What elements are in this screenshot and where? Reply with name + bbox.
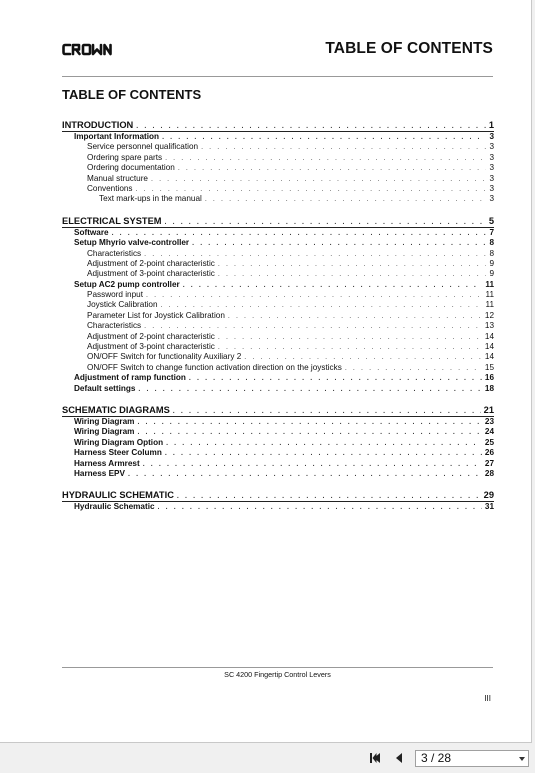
toc-entry-title: Software — [74, 227, 109, 237]
toc-entry-page: 31 — [484, 502, 494, 512]
toc-entry[interactable] — [62, 153, 494, 163]
toc-section-heading[interactable] — [62, 489, 494, 501]
toc-entry-page: 24 — [484, 427, 494, 437]
toc-entry-page: 9 — [489, 269, 494, 279]
toc-entry-page: 3 — [489, 194, 494, 204]
crown-logo — [62, 40, 118, 58]
toc-section-heading[interactable] — [62, 215, 494, 227]
dot-leader — [128, 470, 482, 480]
toc-entry-title: Conventions — [87, 183, 133, 193]
toc-entry-title: Wiring Diagram — [74, 416, 135, 426]
toc-entry-page: 14 — [484, 342, 494, 352]
toc-entry-title: Harness EPV — [74, 468, 125, 478]
toc-entry[interactable] — [62, 342, 494, 352]
dot-leader — [189, 374, 482, 384]
toc-entry-page: 21 — [483, 404, 494, 415]
dot-leader — [143, 460, 482, 470]
toc-entry[interactable] — [62, 249, 494, 259]
dot-leader — [192, 239, 486, 249]
toc-entry-title: Adjustment of 2-point characteristic — [87, 331, 215, 341]
header-divider — [62, 76, 493, 77]
toc-entry-title: Harness Steer Column — [74, 448, 162, 458]
toc-entry-title: Text mark-ups in the manual — [99, 194, 202, 204]
toc-entry-page: 11 — [485, 279, 494, 289]
toc-entry-title: Service personnel qualification — [87, 142, 199, 152]
toc-entry[interactable] — [62, 363, 494, 373]
toc-entry-page: 3 — [489, 142, 494, 152]
dot-leader — [151, 175, 486, 185]
toc-entry[interactable] — [62, 321, 494, 331]
dot-leader — [178, 164, 487, 174]
dot-leader — [218, 270, 487, 280]
toc-entry[interactable] — [62, 228, 494, 238]
toc-entry-page: 18 — [484, 383, 494, 393]
dot-leader — [138, 385, 481, 395]
toc-entry-page: 25 — [484, 437, 494, 447]
first-page-icon[interactable] — [368, 751, 382, 765]
toc-entry-page: 8 — [489, 248, 494, 258]
dot-leader — [173, 406, 481, 418]
toc-entry[interactable] — [62, 352, 494, 362]
toc-entry-title: Important Information — [74, 132, 160, 141]
dot-leader — [218, 260, 487, 270]
toc-entry[interactable] — [62, 332, 494, 342]
toc-heading: TABLE OF CONTENTS — [62, 87, 202, 102]
page-indicator: 3 / 28 — [421, 751, 452, 765]
dot-leader — [137, 418, 481, 428]
toc-entry[interactable] — [62, 280, 494, 290]
toc-entry-page: 11 — [485, 300, 494, 310]
toc-entry-title: ON/OFF Switch for functionality Auxiliary 2 — [87, 352, 242, 362]
toc-entry[interactable] — [62, 259, 494, 269]
toc-entry[interactable] — [62, 469, 494, 479]
table-of-contents — [62, 119, 494, 513]
toc-entry[interactable] — [62, 238, 494, 248]
dot-leader — [228, 312, 482, 322]
toc-entry[interactable] — [62, 132, 494, 142]
dot-leader — [158, 503, 482, 513]
dot-leader — [166, 439, 482, 449]
toc-entry[interactable] — [62, 417, 494, 427]
toc-entry-title: Characteristics — [87, 321, 142, 331]
dot-leader — [177, 491, 481, 503]
toc-entry-title: Wiring Diagram Option — [74, 437, 164, 447]
dot-leader — [165, 154, 486, 164]
toc-entry-title: Wiring Diagram — [74, 427, 135, 437]
toc-entry[interactable] — [62, 163, 494, 173]
dot-leader — [136, 121, 486, 133]
dot-leader — [205, 195, 487, 205]
toc-entry[interactable] — [62, 438, 494, 448]
toc-entry-page: 26 — [484, 448, 494, 458]
toc-entry-title: Ordering spare parts — [87, 152, 163, 162]
dot-leader — [146, 291, 483, 301]
toc-entry-title: Joystick Calibration — [87, 300, 158, 310]
toc-entry-title: HYDRAULIC SCHEMATIC — [62, 490, 174, 501]
toc-entry-title: Hydraulic Schematic — [74, 502, 155, 512]
toc-entry-page: 1 — [488, 120, 494, 130]
toc-section-heading[interactable] — [62, 119, 494, 131]
toc-entry-title: Parameter List for Joystick Calibration — [87, 310, 225, 320]
toc-entry-title: Characteristics — [87, 248, 142, 258]
toc-entry-page: 13 — [484, 321, 494, 331]
toc-entry-title: SCHEMATIC DIAGRAMS — [62, 404, 170, 415]
toc-entry-title: Default settings — [74, 383, 136, 393]
toc-entry-page: 3 — [489, 132, 494, 141]
dot-leader — [345, 364, 482, 374]
toc-section-heading[interactable] — [62, 404, 494, 416]
chevron-down-icon — [519, 757, 525, 761]
toc-entry-page: 14 — [484, 331, 494, 341]
toc-entry[interactable] — [62, 311, 494, 321]
toc-entry-page: 11 — [485, 290, 494, 300]
toc-entry[interactable] — [62, 384, 494, 394]
toc-entry-title: Adjustment of 2-point characteristic — [87, 258, 215, 268]
viewer-toolbar — [0, 744, 535, 773]
toc-entry[interactable] — [62, 502, 494, 512]
toc-entry-page: 9 — [489, 258, 494, 268]
toc-entry[interactable] — [62, 194, 494, 204]
toc-entry-title: Setup Mhyrio valve-controller — [74, 238, 190, 248]
toc-entry-page: 3 — [489, 152, 494, 162]
footer-divider — [62, 667, 493, 668]
dot-leader — [162, 133, 486, 143]
toc-entry-page: 8 — [489, 238, 494, 248]
previous-page-icon[interactable] — [392, 751, 406, 765]
toc-entry-page: 3 — [489, 163, 494, 173]
toc-entry[interactable] — [62, 427, 494, 437]
toc-entry-title: Harness Armrest — [74, 458, 140, 468]
toc-entry-page: 23 — [484, 416, 494, 426]
toc-entry-page: 12 — [484, 310, 494, 320]
toc-entry-page: 3 — [489, 173, 494, 183]
dot-leader — [183, 281, 483, 291]
section-gap — [62, 205, 494, 215]
dot-leader — [165, 217, 486, 229]
toc-entry-page: 3 — [489, 183, 494, 193]
toc-entry-title: Setup AC2 pump controller — [74, 279, 180, 289]
toc-entry-page: 16 — [484, 373, 494, 383]
page-selector[interactable] — [415, 750, 529, 767]
toc-entry[interactable] — [62, 142, 494, 152]
toc-entry-page: 27 — [484, 458, 494, 468]
toc-entry[interactable] — [62, 459, 494, 469]
toc-entry-page: 7 — [489, 227, 494, 237]
toc-entry-title: Adjustment of 3-point characteristic — [87, 269, 215, 279]
header-title: TABLE OF CONTENTS — [325, 40, 493, 57]
toc-entry-page: 14 — [484, 352, 494, 362]
footer-page-number: III — [484, 694, 491, 703]
toc-entry[interactable] — [62, 373, 494, 383]
toc-entry[interactable] — [62, 269, 494, 279]
toc-entry-page: 5 — [488, 215, 494, 226]
toc-entry[interactable] — [62, 300, 494, 310]
toc-entry-title: Manual structure — [87, 173, 148, 183]
toc-entry-title: ELECTRICAL SYSTEM — [62, 215, 162, 226]
dot-leader — [218, 343, 482, 353]
toc-entry[interactable] — [62, 184, 494, 194]
toc-entry-page: 29 — [483, 490, 494, 501]
dot-leader — [201, 143, 486, 153]
toc-entry-page: 15 — [484, 362, 494, 372]
toc-entry-title: Adjustment of 3-point characteristic — [87, 342, 215, 352]
toc-entry-title: Password input — [87, 290, 143, 300]
toc-entry-page: 28 — [484, 468, 494, 478]
toc-entry-title: INTRODUCTION — [62, 120, 134, 130]
toc-entry-title: Adjustment of ramp function — [74, 373, 186, 383]
toc-entry[interactable] — [62, 290, 494, 300]
toc-entry[interactable] — [62, 448, 494, 458]
dot-leader — [218, 333, 482, 343]
dot-leader — [165, 449, 482, 459]
dot-leader — [137, 428, 481, 438]
toc-entry-title: Ordering documentation — [87, 163, 175, 173]
section-gap — [62, 479, 494, 489]
toc-entry-title: ON/OFF Switch to change function activation direction on the joysticks — [87, 362, 342, 372]
footer-document-title: SC 4200 Fingertip Control Levers — [224, 670, 331, 679]
toc-entry[interactable] — [62, 174, 494, 184]
section-gap — [62, 394, 494, 404]
